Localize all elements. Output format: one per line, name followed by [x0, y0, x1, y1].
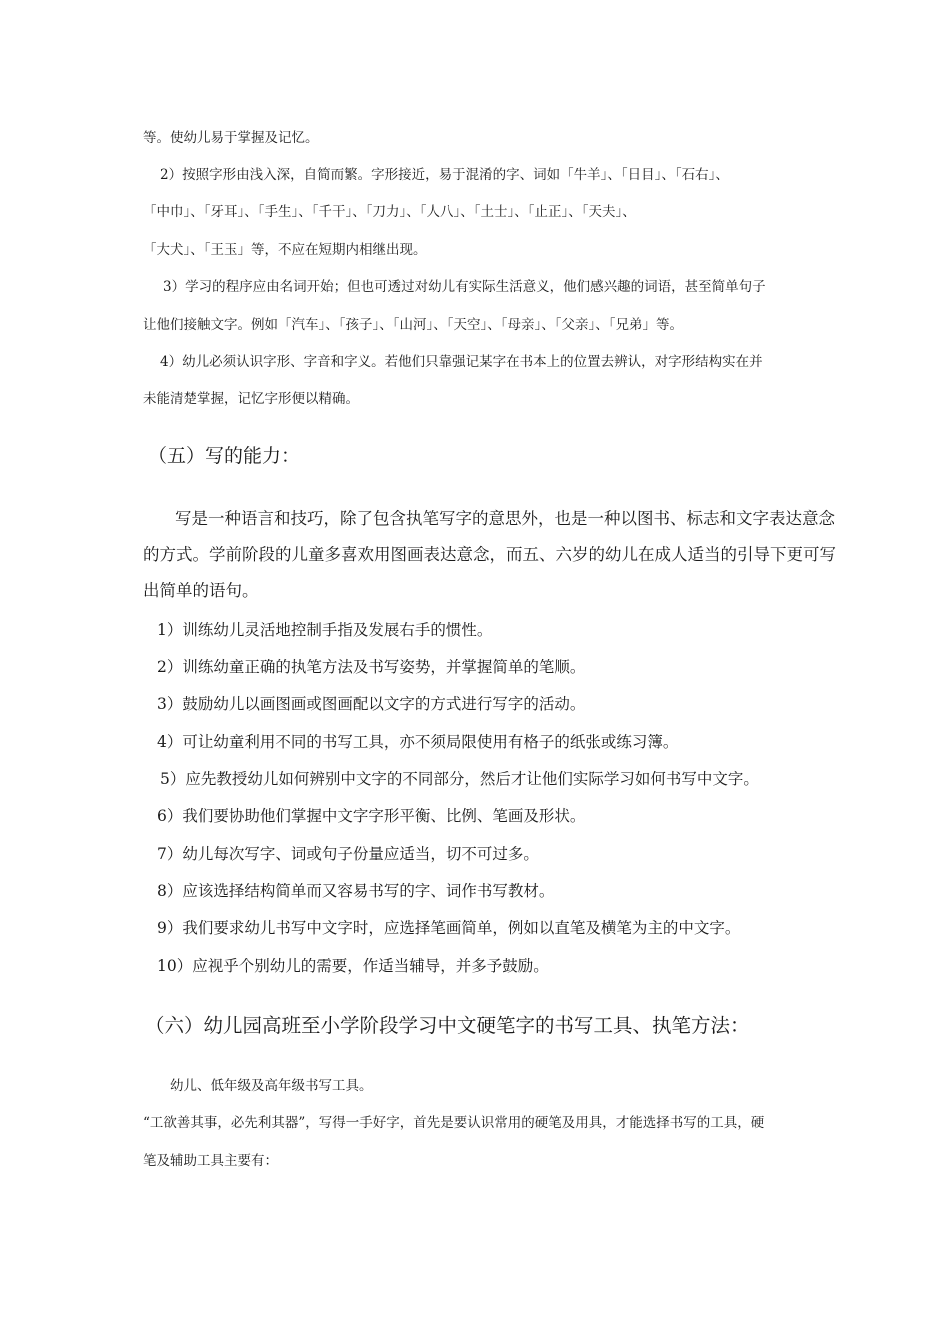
- list-item-2-line-1: 2）按照字形由浅入深，自简而繁。字形接近，易于混淆的字、词如「牛羊」、「日目」、「石右」、: [160, 167, 729, 183]
- list-item-4-line-2: 未能清楚掌握，记忆字形便以精确。: [143, 391, 359, 407]
- section-5-list-item: 8）应该选择结构简单而又容易书写的字、词作书写教材。: [157, 882, 555, 900]
- section-5-heading: （五）写的能力：: [148, 445, 301, 467]
- section-5-list-item: 1）训练幼儿灵活地控制手指及发展右手的惯性。: [157, 621, 493, 639]
- section-5-list-item: 6）我们要协助他们掌握中文字字形平衡、比例、笔画及形状。: [157, 807, 586, 825]
- section-5-intro-line-3: 出简单的语句。: [143, 581, 259, 600]
- section-5-list-item: 2）训练幼童正确的执笔方法及书写姿势，并掌握简单的笔顺。: [157, 658, 586, 676]
- list-item-3-line-2: 让他们接触文字。例如「汽车」、「孩子」、「山河」、「天空」、「母亲」、「父亲」、「兄弟」等。: [143, 317, 683, 333]
- section-5-list-item: 5）应先教授幼儿如何辨别中文字的不同部分，然后才让他们实际学习如何书写中文字。: [160, 770, 759, 788]
- list-item-2-line-2: 「中巾」、「牙耳」、「手生」、「千干」、「刀力」、「人八」、「土士」、「止正」、「天夫」、: [143, 204, 636, 220]
- section-5-list-item: 10）应视乎个别幼儿的需要，作适当辅导，并多予鼓励。: [157, 957, 549, 975]
- section-5-intro-line-2: 的方式。学前阶段的儿童多喜欢用图画表达意念，而五、六岁的幼儿在成人适当的引导下更可写: [143, 545, 836, 564]
- section-6-paragraph-line-2: 笔及辅助工具主要有：: [143, 1153, 278, 1169]
- list-item-4-line-1: 4）幼儿必须认识字形、字音和字义。若他们只靠强记某字在书本上的位置去辨认，对字形结构实在并: [160, 354, 763, 370]
- continuation-line: 等。使幼儿易于掌握及记忆。: [143, 130, 319, 146]
- section-5-list-item: 3）鼓励幼儿以画图画或图画配以文字的方式进行写字的活动。: [157, 695, 586, 713]
- section-5-list-item: 4）可让幼童利用不同的书写工具，亦不须局限使用有格子的纸张或练习簿。: [157, 733, 679, 751]
- section-5-intro-line-1: 写是一种语言和技巧，除了包含执笔写字的意思外，也是一种以图书、标志和文字表达意念: [175, 509, 835, 528]
- list-item-2-line-3: 「大犬」、「王玉」等，不应在短期内相继出现。: [143, 242, 427, 258]
- list-item-3-line-1: 3）学习的程序应由名词开始；但也可透过对幼儿有实际生活意义，他们感兴趣的词语，甚至简单句子: [163, 279, 766, 295]
- section-5-list-item: 9）我们要求幼儿书写中文字时，应选择笔画简单，例如以直笔及横笔为主的中文字。: [157, 919, 741, 937]
- section-6-subheading: 幼儿、低年级及高年级书写工具。: [170, 1078, 373, 1094]
- section-6-heading: （六）幼儿园高班至小学阶段学习中文硬笔字的书写工具、执笔方法：: [145, 1014, 750, 1037]
- section-5-list-item: 7）幼儿每次写字、词或句子份量应适当，切不可过多。: [157, 845, 539, 863]
- section-6-paragraph-line-1: “工欲善其事，必先利其器”，写得一手好字，首先是要认识常用的硬笔及用具，才能选择书写的工具，硬: [143, 1115, 765, 1131]
